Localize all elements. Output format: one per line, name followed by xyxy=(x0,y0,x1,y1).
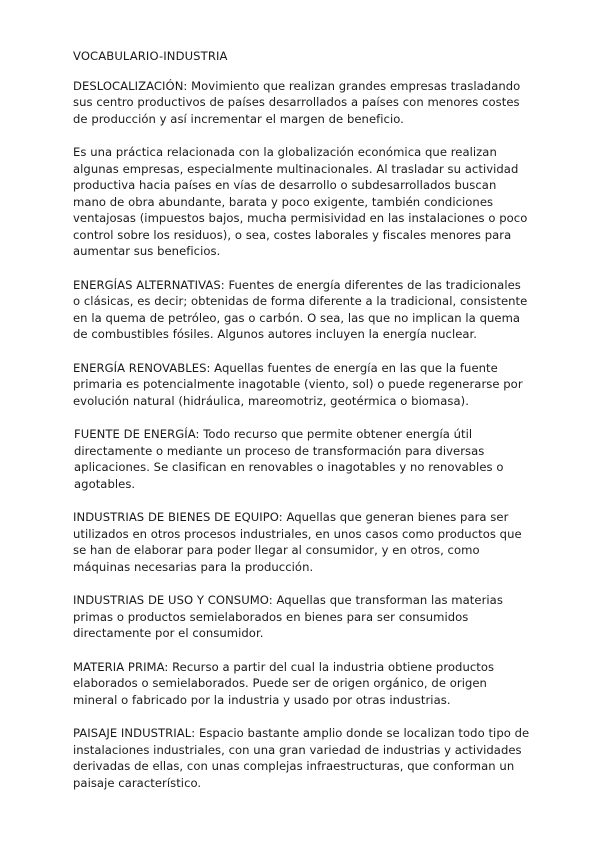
paragraph-deslocalizacion: DESLOCALIZACIÓN: Movimiento que realizan grandes empresas trasladando sus centro productivos de países desarrollados a países con menores costes de producción y así incrementar el margen de beneficio. xyxy=(73,78,521,126)
paragraph-industrias-uso-consumo: INDUSTRIAS DE USO Y CONSUMO: Aquellas que transforman las materias primas o productos semielaborados en bienes para ser consumidos directamente por el consumidor. xyxy=(73,593,503,640)
paragraph-energias-alternativas: ENERGÍAS ALTERNATIVAS: Fuentes de energía diferentes de las tradicionales o clásicas, es decir; obtenidas de forma diferente a la tradicional, consistente en la quema de petróleo, gas o carbón. O sea, las que no implican la quema de combustibles fósiles. Algunos autores incluyen la energía nuclear. xyxy=(73,277,528,341)
paragraph-materia-prima: MATERIA PRIMA: Recurso a partir del cual la industria obtiene productos elaborados o semielaborados. Puede ser de origen orgánico, de origen mineral o fabricado por la industria y usado por otras industrias. xyxy=(73,659,495,707)
paragraph-industrias-bienes-equipo: INDUSTRIAS DE BIENES DE EQUIPO: Aquellas que generan bienes para ser utilizados en otros procesos industriales, en unos casos como productos que se han de elaborar para poder llegar al consumidor, y en otros, como máquinas necesarias para la producción. xyxy=(73,510,522,574)
document-page xyxy=(73,48,531,808)
paragraph-paisaje-industrial: PAISAJE INDUSTRIAL: Espacio bastante amplio donde se localizan todo tipo de instalaciones industriales, con una gran variedad de industrias y actividades derivadas de ellas, con unas complejas infraestructuras, que conforman un paisaje característico. xyxy=(73,726,530,790)
paragraph-energia-renovables: ENERGÍA RENOVABLES: Aquellas fuentes de energía en las que la fuente primaria es potencialmente inagotable (viento, sol) o puede regenerarse por evolución natural (hidráulica, mareomotriz, geotérmica o biomasa). xyxy=(73,360,523,408)
paragraph-fuente-de-energia: FUENTE DE ENERGÍA: Todo recurso que permite obtener energía útil directamente o mediante un proceso de transformación para diversas aplicaciones. Se clasifican en renovables o inagotables y no renovables o agotables. xyxy=(74,427,504,491)
document-title: VOCABULARIO-INDUSTRIA xyxy=(73,49,228,63)
paragraph-deslocalizacion-detail: Es una práctica relacionada con la globalización económica que realizan algunas empresas, especialmente multinacionales. Al trasladar su actividad productiva hacia países en vías de desarrollo o subdesarrollados buscan mano de obra abundante, barata y poco exigente, también condiciones ventajosas (impuestos bajos, mucha permisividad en las instalaciones o poco control sobre los residuos), o sea, costes laborales y fiscales menores para aumentar sus beneficios. xyxy=(73,145,528,258)
